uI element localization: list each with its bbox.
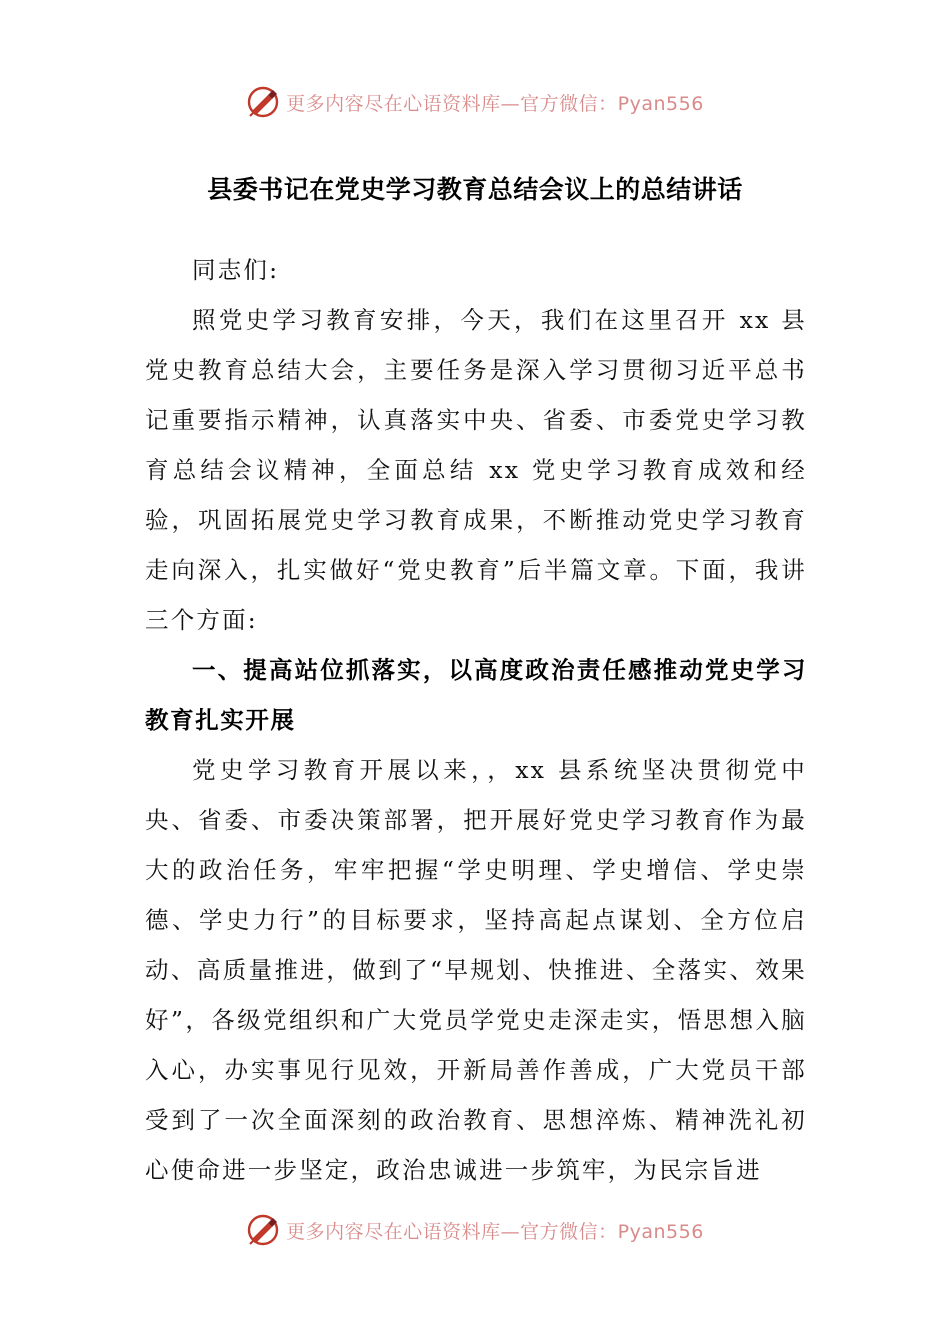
wechat-id: Pyan556: [617, 1220, 704, 1243]
paragraph-2: 党史学习教育开展以来，，xx 县系统坚决贯彻党中央、省委、市委决策部署，把开展好党史学习教育作为最大的政治任务，牢牢把握“学史明理、学史增信、学史崇德、学史力行”的目标要求，坚持高起点谋划、全方位启动、高质量推进，做到了“早规划、快推进、全落实、效果好”，各级党组织和广大党员学党史走深走实，悟思想入脑入心，办实事见行见效，开新局善作善成，广大党员干部受到了一次全面深刻的政治教育、思想淬炼、精神洗礼初心使命进一步坚定，政治忠诚进一步筑牢，为民宗旨进: [145, 756, 807, 1184]
salutation: 同志们:: [192, 256, 280, 284]
watermark-text: 更多内容尽在心语资料库—官方微信：Pyan556: [286, 1220, 704, 1243]
paragraph-1: 照党史学习教育安排，今天，我们在这里召开 xx 县党史教育总结大会，主要任务是深入学习贯彻习近平总书记重要指示精神，认真落实中央、省委、市委党史学习教育总结会议精神，全面总结 xx 党史学习教育成效和经验，巩固拓展党史学习教育成果，不断推动党史学习教育走向深入，扎实做好“党史教育”后半篇文章。下面，我讲三个方面:: [145, 306, 807, 634]
document-title: 县委书记在党史学习教育总结会议上的总结讲话: [207, 175, 743, 204]
pen-logo-icon: [246, 85, 280, 119]
watermark-text: 更多内容尽在心语资料库—官方微信：Pyan556: [286, 92, 704, 115]
watermark-banner-bottom: [0, 1210, 950, 1250]
wechat-id: Pyan556: [617, 92, 704, 115]
section-heading-1: 一、提高站位抓落实，以高度政治责任感推动党史学习教育扎实开展: [145, 656, 807, 734]
pen-logo-icon: [246, 1213, 280, 1247]
document-body: [145, 245, 807, 1195]
watermark-banner-top: [0, 82, 950, 122]
